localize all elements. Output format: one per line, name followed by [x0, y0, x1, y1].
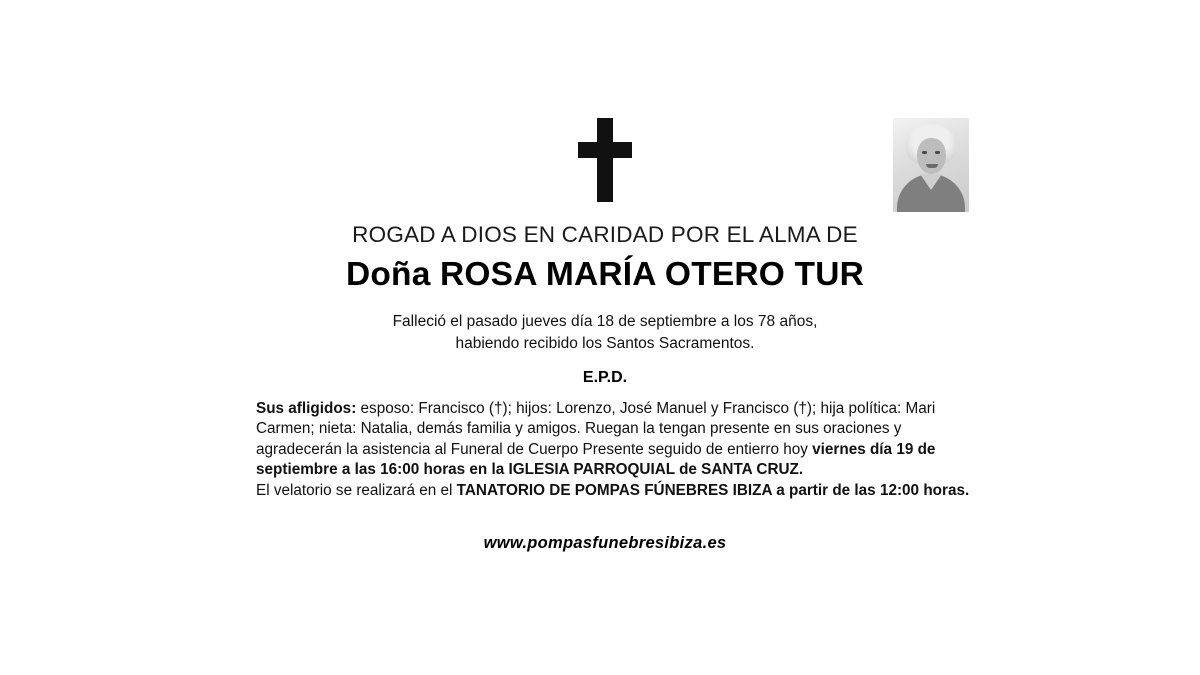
family-text: esposo: Francisco (†); hijos: Lorenzo, José Manuel y Francisco (†); hija política: Mari Carmen; nieta: Natalia, demás familia y amigos. Ruegan la tengan presente en sus oraciones y agradecerán la asistencia al Funeral de Cuerpo Presente seguido de entierro hoy: [256, 400, 936, 458]
funeral-details: viernes día 19 de septiembre a las 16:00 horas en la IGLESIA PARROQUIAL de SANTA CRUZ.: [256, 440, 936, 479]
cross-horizontal-bar: [578, 142, 632, 158]
death-info: [240, 311, 970, 355]
funeral-home-website[interactable]: www.pompasfunebresibiza.es: [483, 534, 727, 552]
wake-place: TANATORIO DE POMPAS FÚNEBRES IBIZA a partir de las 12:00 horas.: [456, 481, 970, 499]
afflicted-label: Sus afligidos:: [256, 400, 357, 417]
epd-abbreviation: E.P.D.: [582, 369, 628, 386]
latin-cross-icon: [578, 118, 632, 202]
obituary-notice-card: [240, 0, 970, 675]
wake-text: El velatorio se realizará en el: [256, 481, 457, 499]
prayer-heading: ROGAD A DIOS EN CARIDAD POR EL ALMA DE: [352, 222, 858, 247]
obituary-body-text: [256, 399, 978, 501]
wake-paragraph: [256, 481, 978, 501]
portrait-face: [917, 138, 946, 174]
portrait-eye-right: [935, 151, 940, 154]
deceased-name: Doña ROSA MARÍA OTERO TUR: [345, 256, 865, 293]
cross-icon-wrapper: [240, 118, 970, 207]
cross-vertical-bar: [597, 118, 613, 202]
death-date-line: Falleció el pasado jueves día 18 de septiembre a los 78 años,: [392, 313, 818, 330]
sacraments-line: habiendo recibido los Santos Sacramentos.: [455, 335, 755, 352]
deceased-portrait-photo: [893, 118, 969, 212]
portrait-eye-left: [922, 151, 927, 154]
family-and-funeral-paragraph: [256, 399, 978, 481]
